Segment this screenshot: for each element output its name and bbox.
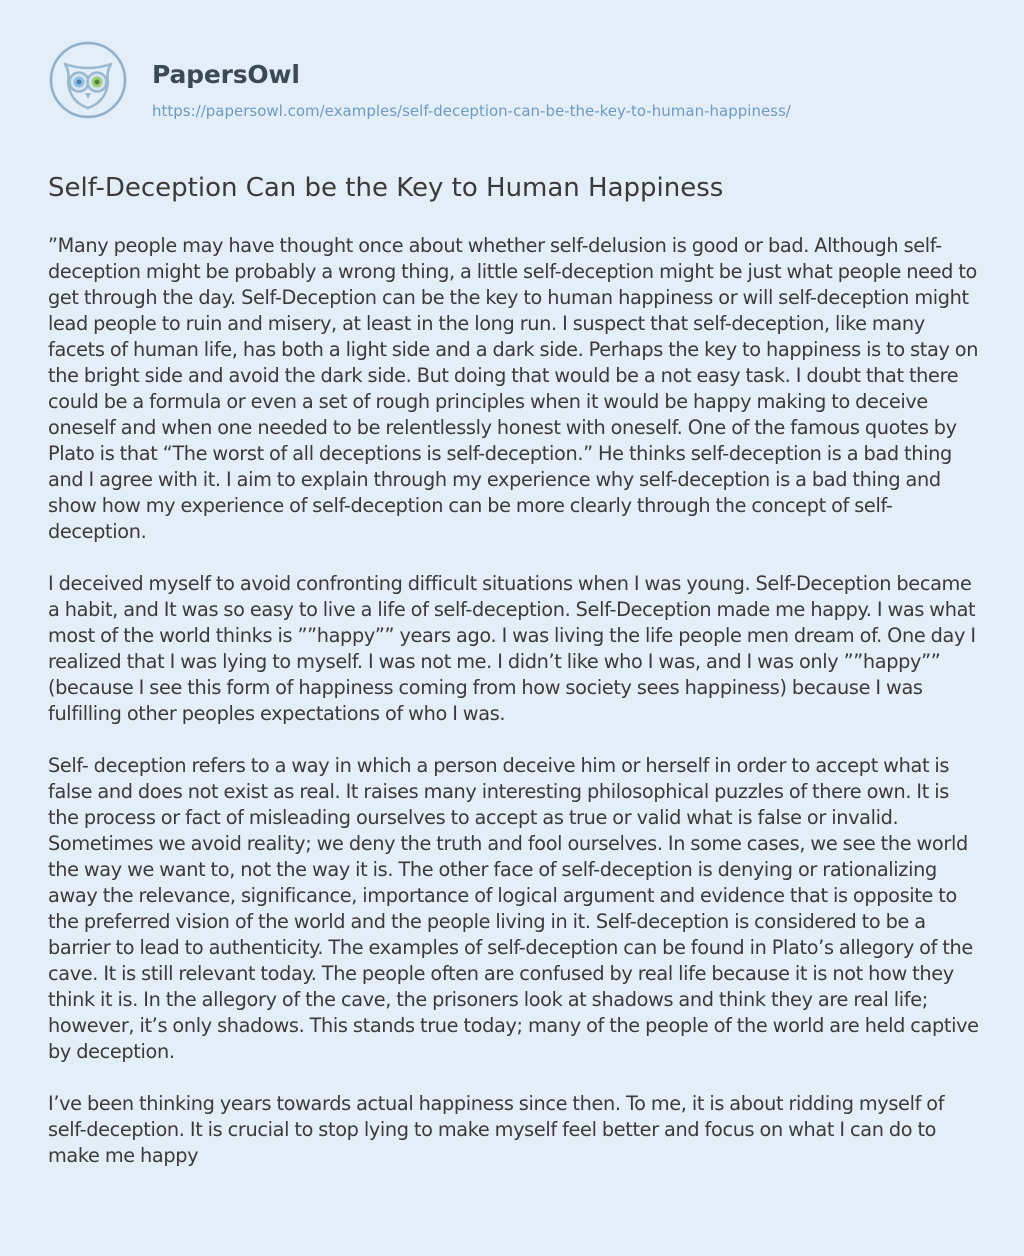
page-title: Self-Deception Can be the Key to Human Happiness bbox=[48, 173, 724, 203]
brand-block bbox=[152, 60, 791, 120]
owl-logo-icon bbox=[48, 40, 128, 120]
paragraph: I’ve been thinking years towards actual happiness since then. To me, it is about ridding myself of self-deception. It is crucial to stop lying to make myself feel better and focus on what I can do to make me happy bbox=[48, 1092, 945, 1167]
brand-name[interactable]: PapersOwl bbox=[152, 60, 300, 89]
paragraph: I deceived myself to avoid confronting difficult situations when I was young. Self-Deception became a habit, and It was so easy to live a life of self-deception. Self-Deception made me happy. I was what most of the world thinks is ””happy”” years ago. I was living the life people men dream of. One day I realized that I was lying to myself. I was not me. I didn’t like who I was, and I was only ””happy”” (because I see this form of happiness coming from how society sees happiness) because I was fulfilling other peoples expectations of who I was. bbox=[48, 572, 976, 725]
paragraph: ”Many people may have thought once about whether self-delusion is good or bad. Although self-deception might be probably a wrong thing, a little self-deception might be just what people need to get through the day. Self-Deception can be the key to human happiness or will self-deception might lead people to ruin and misery, at least in the long run. I suspect that self-deception, like many facets of human life, has both a light side and a dark side. Perhaps the key to happiness is to stay on the bright side and avoid the dark side. But doing that would be a not easy task. I doubt that there could be a formula or even a set of rough principles when it would be happy making to deceive oneself and when one needed to be relentlessly honest with oneself. One of the famous quotes by Plato is that “The worst of all deceptions is self-deception.” He thinks self-deception is a bad thing and I agree with it. I aim to explain through my experience why self-deception is a bad thing and show how my experience of self-deception can be more clearly through the concept of self-deception. bbox=[48, 234, 979, 543]
essay-body bbox=[48, 233, 983, 1195]
source-url-link[interactable]: https://papersowl.com/examples/self-deception-can-be-the-key-to-human-happiness/ bbox=[152, 102, 791, 120]
paragraph: Self- deception refers to a way in which a person deceive him or herself in order to accept what is false and does not exist as real. It raises many interesting philosophical puzzles of there own. It is the process or fact of misleading ourselves to accept as true or valid what is false or invalid. Sometimes we avoid reality; we deny the truth and fool ourselves. In some cases, we see the world the way we want to, not the way it is. The other face of self-deception is denying or rationalizing away the relevance, significance, importance of logical argument and evidence that is opposite to the preferred vision of the world and the people living in it. Self-deception is considered to be a barrier to lead to authenticity. The examples of self-deception can be found in Plato’s allegory of the cave. It is still relevant today. The people often are confused by real life because it is not how they think it is. In the allegory of the cave, the prisoners look at shadows and think they are real life; however, it’s only shadows. This stands true today; many of the people of the world are held captive by deception. bbox=[48, 754, 979, 1063]
site-header bbox=[48, 40, 791, 130]
